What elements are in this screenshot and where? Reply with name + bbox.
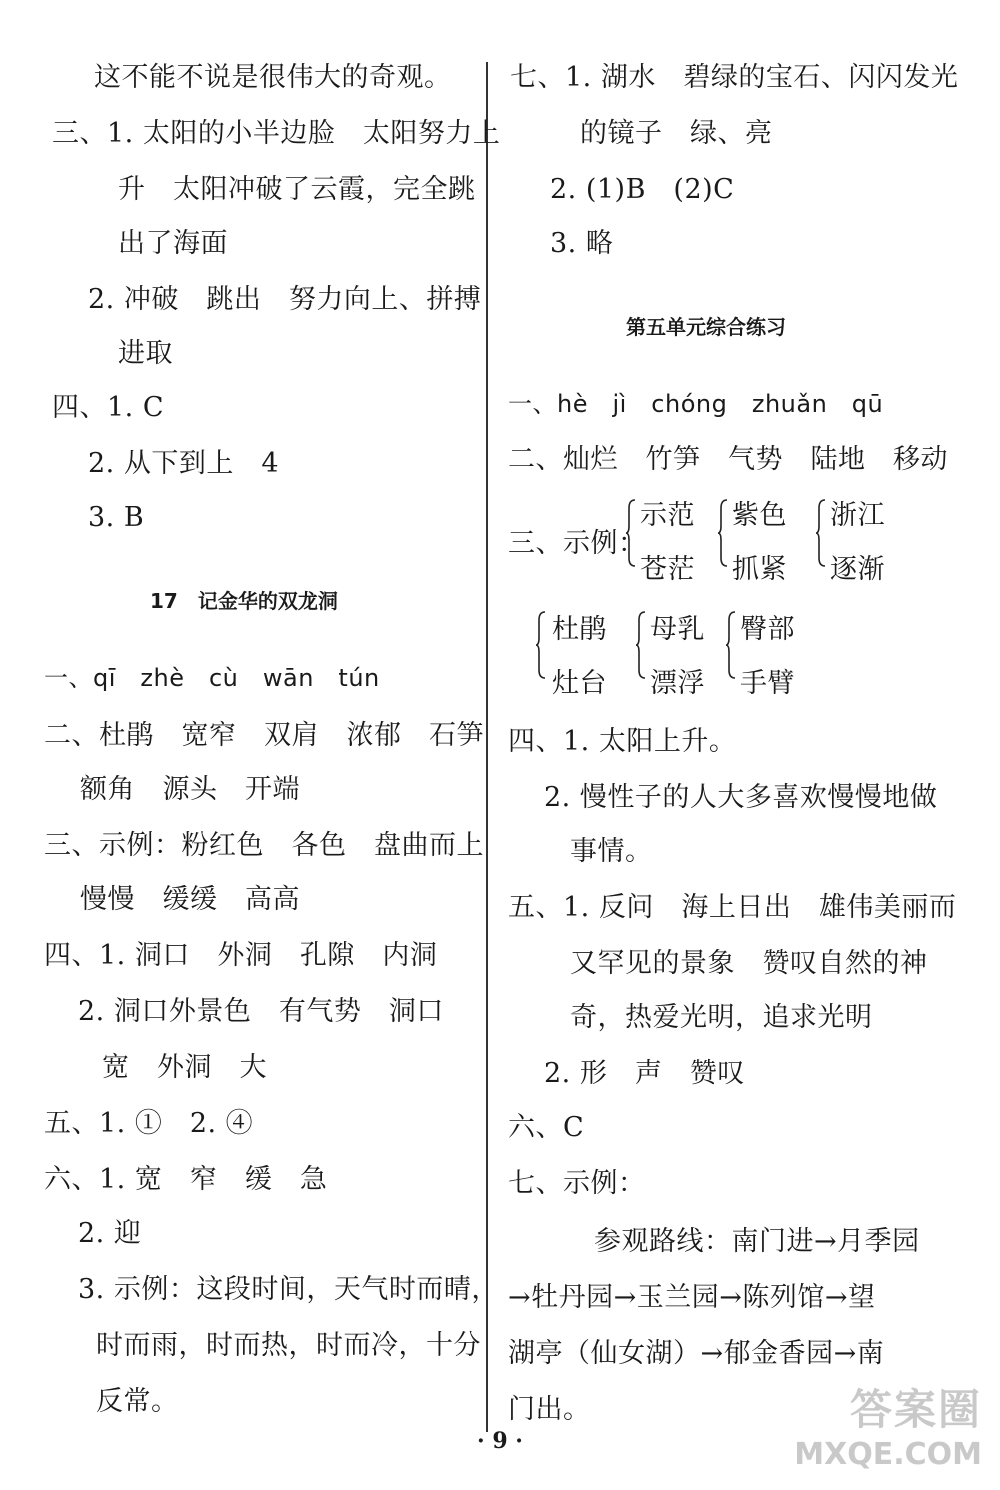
word-group-top: 母乳 bbox=[650, 614, 705, 645]
text-line: 2. 慢性子的人大多喜欢慢慢地做 bbox=[544, 782, 938, 813]
text-line: 五、1. 反问 海上日出 雄伟美丽而 bbox=[508, 892, 957, 923]
section-title-unit5: 第五单元综合练习 bbox=[626, 315, 786, 339]
text-line: 三、示例：粉红色 各色 盘曲而上 bbox=[44, 830, 484, 861]
pinyin-line: 一、qī zhè cù wān tún bbox=[44, 664, 380, 692]
text-line: 2. 形 声 赞叹 bbox=[544, 1058, 745, 1089]
text-line: 三、1. 太阳的小半边脸 太阳努力上 bbox=[52, 118, 501, 149]
text-line: 时而雨，时而热，时而冷，十分 bbox=[96, 1330, 481, 1361]
text-line: 六、1. 宽 窄 缓 急 bbox=[44, 1164, 328, 1195]
watermark-cn: 答案圈 bbox=[849, 1385, 982, 1434]
text-line: 二、灿烂 竹笋 气势 陆地 移动 bbox=[508, 444, 948, 475]
brace-icon bbox=[816, 498, 826, 562]
text-line: 2. 迎 bbox=[78, 1218, 142, 1249]
text-line: 七、示例： bbox=[508, 1168, 646, 1199]
word-group-top: 示范 bbox=[640, 500, 695, 531]
text-line: 事情。 bbox=[570, 836, 653, 867]
word-group-top: 紫色 bbox=[732, 500, 787, 531]
word-group-bottom: 灶台 bbox=[552, 668, 607, 699]
text-line: 门出。 bbox=[508, 1394, 591, 1425]
text-line: 七、1. 湖水 碧绿的宝石、闪闪发光 bbox=[510, 62, 959, 93]
text-line: 的镜子 绿、亮 bbox=[580, 118, 773, 149]
brace-icon bbox=[636, 610, 646, 674]
pinyin-line: 一、hè jì chóng zhuǎn qū bbox=[508, 390, 884, 418]
brace-icon bbox=[718, 498, 728, 562]
word-group-bottom: 苍茫 bbox=[640, 554, 695, 585]
text-line: 宽 外洞 大 bbox=[102, 1052, 267, 1083]
brace-icon bbox=[536, 610, 546, 674]
text-line: 奇，热爱光明，追求光明 bbox=[570, 1002, 873, 1033]
text-line: 2. 冲破 跳出 努力向上、拼搏 bbox=[88, 284, 482, 315]
text-line: 四、1. 太阳上升。 bbox=[508, 726, 737, 757]
text-line: 四、1. C bbox=[52, 392, 165, 423]
text-line: 额角 源头 开端 bbox=[80, 774, 300, 805]
word-group-bottom: 抓紧 bbox=[732, 554, 787, 585]
text-line: 三、示例： bbox=[508, 528, 646, 559]
text-line: 湖亭（仙女湖）→郁金香园→南 bbox=[508, 1338, 885, 1369]
watermark-en: MXQE.COM bbox=[794, 1437, 982, 1472]
watermark-logo bbox=[794, 1377, 982, 1472]
word-group-top: 浙江 bbox=[830, 500, 885, 531]
text-line: 又罕见的景象 赞叹自然的神 bbox=[570, 948, 928, 979]
text-line: 六、C bbox=[508, 1112, 585, 1143]
text-line: 出了海面 bbox=[118, 228, 228, 259]
text-line: 进取 bbox=[118, 338, 173, 369]
text-line: 2. 从下到上 4 bbox=[88, 448, 280, 479]
word-group-top: 杜鹃 bbox=[552, 614, 607, 645]
word-group-bottom: 漂浮 bbox=[650, 668, 705, 699]
word-group-bottom: 逐渐 bbox=[830, 554, 885, 585]
text-line: →牡丹园→玉兰园→陈列馆→望 bbox=[508, 1282, 876, 1313]
text-line: 反常。 bbox=[96, 1386, 179, 1417]
text-line: 二、杜鹃 宽窄 双肩 浓郁 石笋 bbox=[44, 720, 484, 751]
word-group-bottom: 手臂 bbox=[740, 668, 795, 699]
text-line: 这不能不说是很伟大的奇观。 bbox=[94, 62, 452, 93]
page-number: · 9 · bbox=[477, 1428, 523, 1454]
text-line: 慢慢 缓缓 高高 bbox=[80, 884, 300, 915]
text-line: 参观路线：南门进→月季园 bbox=[594, 1226, 920, 1257]
word-group-top: 臀部 bbox=[740, 614, 795, 645]
brace-icon bbox=[626, 498, 636, 562]
text-line: 3. B bbox=[88, 502, 145, 533]
text-line: 2. (1)B (2)C bbox=[550, 174, 735, 205]
column-divider bbox=[486, 62, 488, 1432]
section-title-17: 17 记金华的双龙洞 bbox=[150, 589, 338, 613]
text-line: 2. 洞口外景色 有气势 洞口 bbox=[78, 996, 444, 1027]
brace-icon bbox=[726, 610, 736, 674]
text-line: 3. 略 bbox=[550, 228, 614, 259]
text-line: 五、1. ① 2. ④ bbox=[44, 1108, 254, 1139]
text-line: 3. 示例：这段时间，天气时而晴， bbox=[78, 1274, 499, 1305]
text-line: 升 太阳冲破了云霞，完全跳 bbox=[118, 174, 476, 205]
text-line: 四、1. 洞口 外洞 孔隙 内洞 bbox=[44, 940, 438, 971]
